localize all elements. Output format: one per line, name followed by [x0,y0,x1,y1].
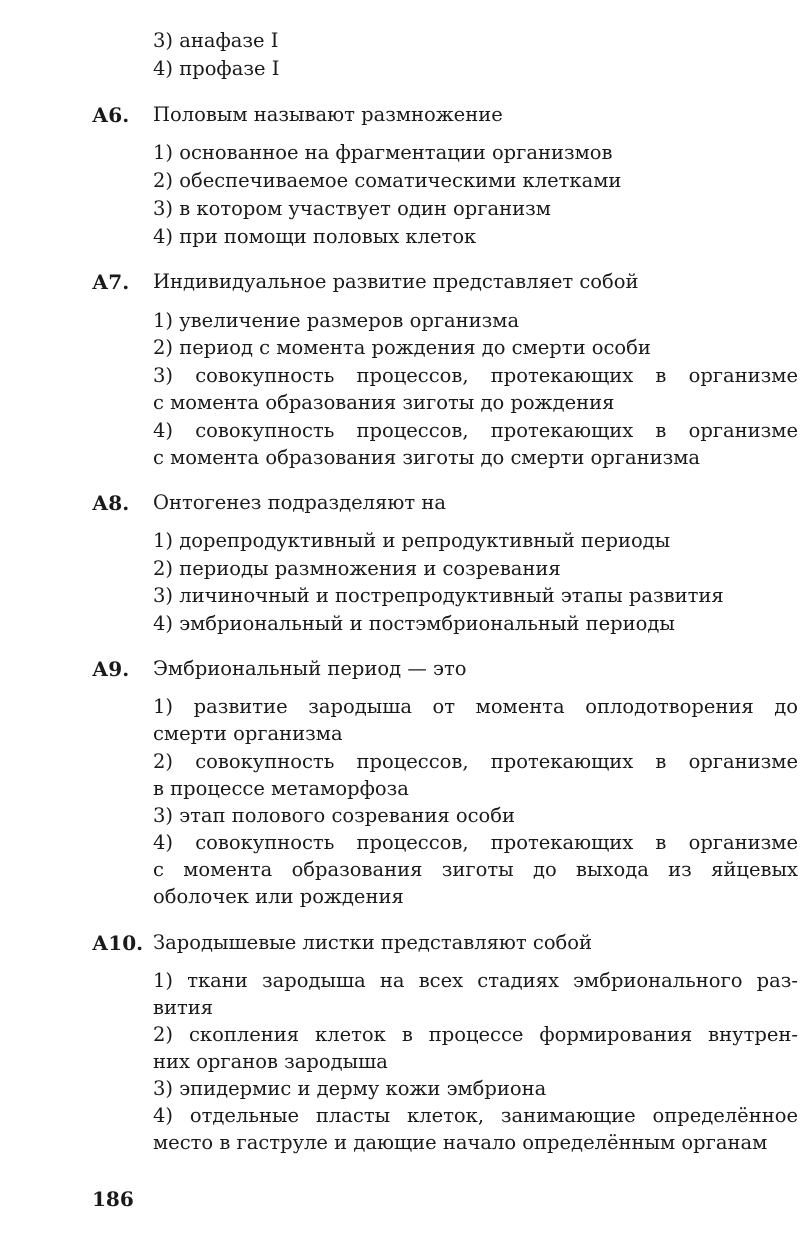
question-stem: Онтогенез подразделяют на [153,491,446,514]
option-line: 2) скопления клеток в процессе формирования внутрен- [153,1023,798,1046]
option-line: 1) дорепродуктивный и репродуктивный периоды [153,529,671,552]
question-number: А10. [92,931,144,955]
option-line-continued: смерти организма [153,722,343,745]
option-line: 1) увеличение размеров организма [153,309,520,332]
option-line-continued: с момента образования зиготы до выхода из яйцевых [153,858,798,881]
question-stem: Индивидуальное развитие представляет собой [153,270,639,293]
option-line: 3) в котором участвует один организм [153,197,551,220]
option-line: 3) личиночный и пострепродуктивный этапы развития [153,584,724,607]
option-line-continued: вития [153,996,214,1019]
option-line: 3) анафазе I [153,29,279,52]
option-line: 1) основанное на фрагментации организмов [153,141,613,164]
question-number: А9. [92,657,130,681]
option-line-continued: в процессе метаморфоза [153,777,409,800]
option-line-continued: место в гаструле и дающие начало определённым органам [153,1131,768,1154]
question-stem: Эмбриональный период — это [153,657,467,680]
question-stem: Половым называют размножение [153,103,503,126]
question-number: А8. [92,491,130,515]
option-line: 4) профазе I [153,57,280,80]
question-number: А7. [92,270,130,294]
option-line: 4) при помощи половых клеток [153,225,477,248]
option-line: 4) отдельные пласты клеток, занимающие определённое [153,1104,798,1127]
option-line: 4) совокупность процессов, протекающих в организме [153,419,798,442]
question-stem: Зародышевые листки представляют собой [153,931,593,954]
option-line: 1) ткани зародыша на всех стадиях эмбрионального раз- [153,969,798,992]
option-line-continued: с момента образования зиготы до смерти организма [153,446,701,469]
option-line: 2) период с момента рождения до смерти особи [153,336,651,359]
question-number: А6. [92,103,130,127]
option-line: 3) эпидермис и дерму кожи эмбриона [153,1077,547,1100]
option-line-continued: оболочек или рождения [153,885,404,908]
option-line: 2) периоды размножения и созревания [153,557,561,580]
page-number: 186 [92,1187,134,1211]
option-line: 2) обеспечиваемое соматическими клетками [153,169,622,192]
option-line: 3) этап полового созревания особи [153,804,516,827]
option-line: 4) совокупность процессов, протекающих в организме [153,831,798,854]
option-line: 3) совокупность процессов, протекающих в организме [153,364,798,387]
option-line-continued: них органов зародыша [153,1050,388,1073]
option-line-continued: с момента образования зиготы до рождения [153,391,615,414]
option-line: 1) развитие зародыша от момента оплодотворения до [153,695,798,718]
option-line: 4) эмбриональный и постэмбриональный периоды [153,612,675,635]
option-line: 2) совокупность процессов, протекающих в организме [153,750,798,773]
